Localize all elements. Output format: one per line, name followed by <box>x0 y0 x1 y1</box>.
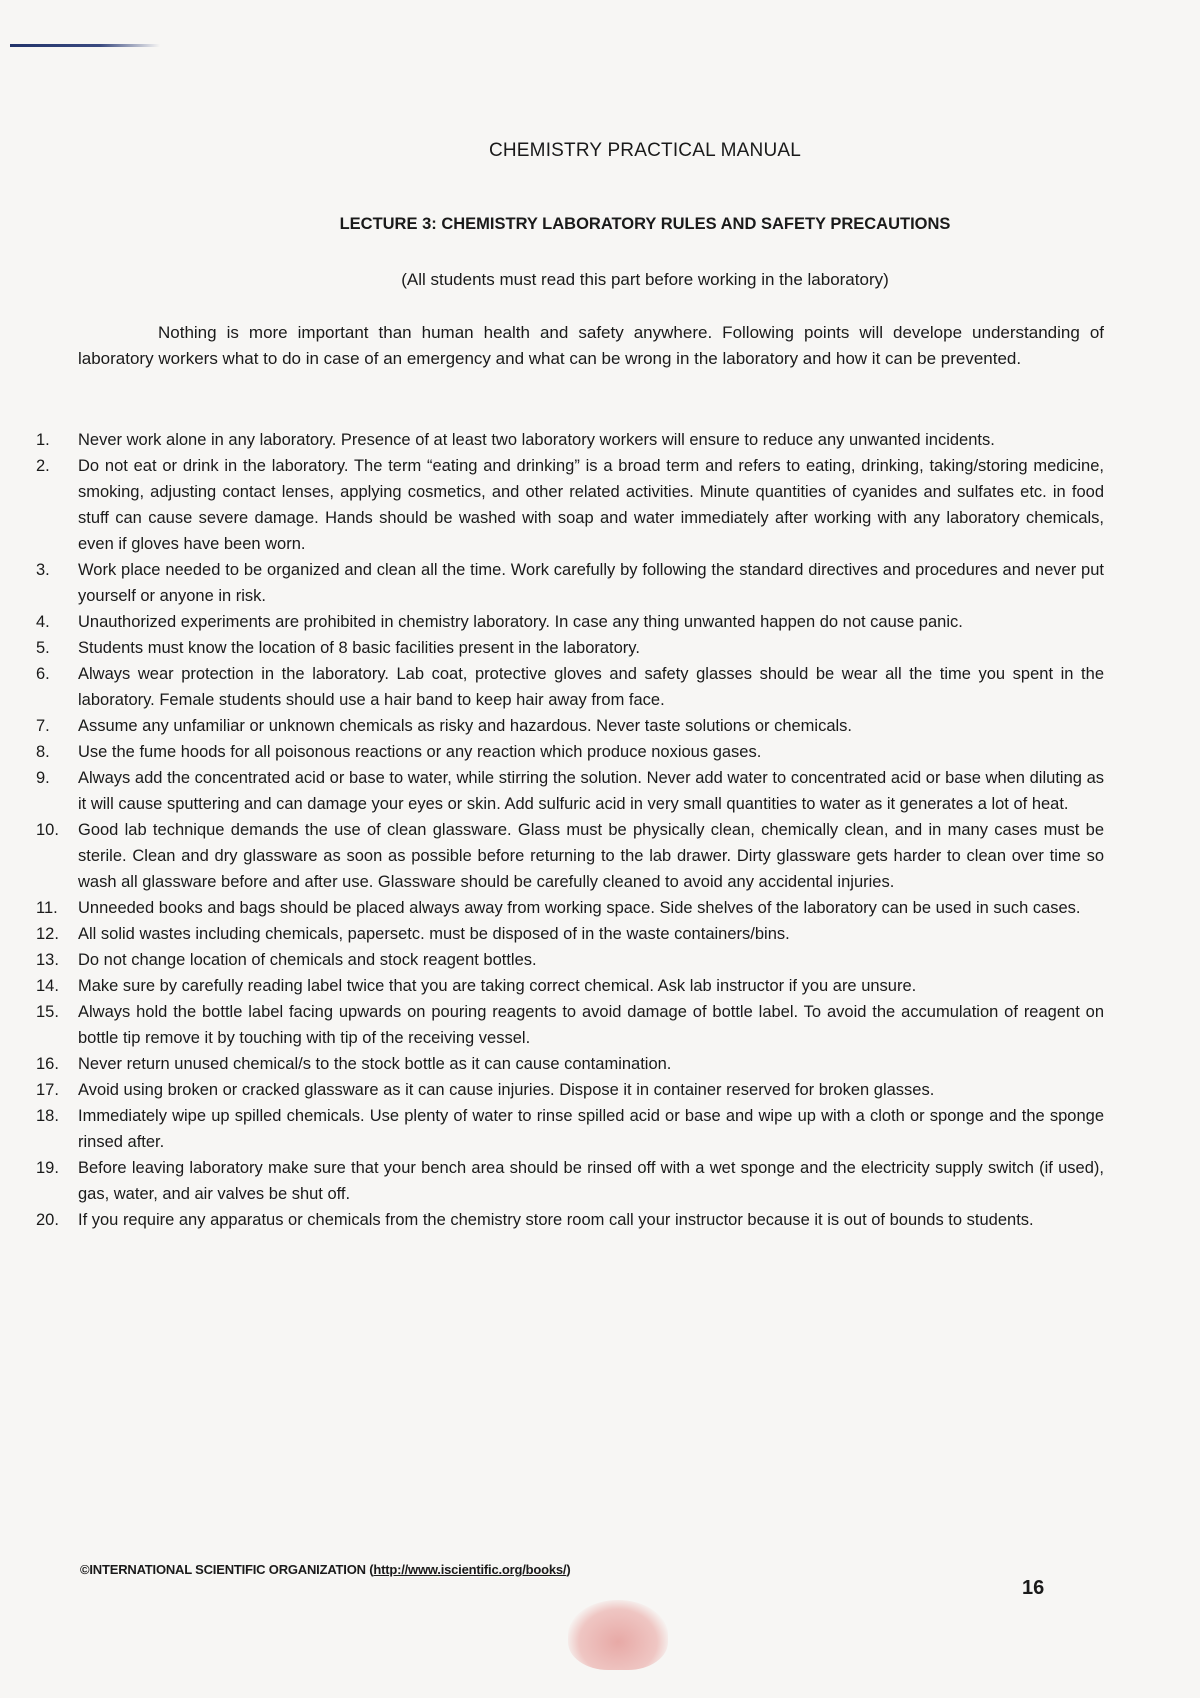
rule-number: 8. <box>36 743 50 761</box>
page-number: 16 <box>1022 1577 1045 1599</box>
rule-item <box>36 713 1104 739</box>
footer <box>80 1562 570 1577</box>
rule-number: 16. <box>36 1055 59 1073</box>
rule-item <box>36 635 1104 661</box>
rule-item <box>36 609 1104 635</box>
rule-number: 14. <box>36 977 59 995</box>
rule-text: Students must know the location of 8 basic facilities present in the laboratory. <box>78 639 640 657</box>
reading-note: (All students must read this part before working in the laboratory) <box>401 270 889 289</box>
manual-title: CHEMISTRY PRACTICAL MANUAL <box>488 140 802 161</box>
rule-number: 18. <box>36 1107 59 1125</box>
rule-number: 10. <box>36 821 59 839</box>
rule-number: 15. <box>36 1003 59 1021</box>
rule-text: Unneeded books and bags should be placed always away from working space. Side shelves of the laboratory can be used in such cases. <box>78 899 1081 917</box>
rule-number: 11. <box>36 899 58 917</box>
rule-text: Assume any unfamiliar or unknown chemicals as risky and hazardous. Never taste solutions or chemicals. <box>78 717 853 735</box>
rule-text: Use the fume hoods for all poisonous reactions or any reaction which produce noxious gases. <box>78 743 762 761</box>
rule-text: Do not change location of chemicals and stock reagent bottles. <box>78 951 537 969</box>
rule-item <box>36 557 1104 609</box>
footer-close: ) <box>566 1562 571 1577</box>
rule-text: All solid wastes including chemicals, papersetc. must be disposed of in the waste containers/bins. <box>78 925 790 943</box>
rule-number: 7. <box>36 717 50 735</box>
rule-text: Avoid using broken or cracked glassware as it can cause injuries. Dispose it in container reserved for broken glasses. <box>78 1081 935 1099</box>
rule-item <box>36 895 1104 921</box>
rule-number: 20. <box>36 1211 59 1229</box>
rule-item <box>36 739 1104 765</box>
rule-item <box>36 973 1104 999</box>
rule-item <box>36 661 1104 713</box>
scan-artifact <box>10 44 160 47</box>
rule-item <box>36 1207 1104 1233</box>
rule-text: Never return unused chemical/s to the stock bottle as it can cause contamination. <box>78 1055 672 1073</box>
rule-number: 12. <box>36 925 59 943</box>
rule-text: Before leaving laboratory make sure that your bench area should be rinsed off with a wet sponge and the electricity supply switch (if used), gas, water, and air valves be shut off. <box>78 1159 1104 1203</box>
scan-thumb-artifact <box>568 1600 668 1670</box>
rule-number: 9. <box>36 769 50 787</box>
rule-item <box>36 1103 1104 1155</box>
rule-text: Never work alone in any laboratory. Presence of at least two laboratory workers will ensure to reduce any unwanted incidents. <box>78 431 995 449</box>
rule-text: Work place needed to be organized and clean all the time. Work carefully by following the standard directives and procedures and never put yourself or anyone in risk. <box>78 561 1104 605</box>
intro-paragraph: Nothing is more important than human health and safety anywhere. Following points will develope understanding of laboratory workers what to do in case of an emergency and what can be wrong in the laboratory and how it can be prevented. <box>78 323 1104 368</box>
rule-text: Immediately wipe up spilled chemicals. Use plenty of water to rinse spilled acid or base and wipe up with a cloth or sponge and the sponge rinsed after. <box>78 1107 1104 1151</box>
rule-number: 1. <box>36 431 50 449</box>
rule-item <box>36 817 1104 895</box>
rule-number: 17. <box>36 1081 59 1099</box>
lecture-title: LECTURE 3: CHEMISTRY LABORATORY RULES AND SAFETY PRECAUTIONS <box>339 215 951 233</box>
rule-item <box>36 765 1104 817</box>
rule-item <box>36 1051 1104 1077</box>
rule-text: Do not eat or drink in the laboratory. The term “eating and drinking” is a broad term and refers to eating, drinking, taking/storing medicine, smoking, adjusting contact lenses, applying cosmetics, and other related activities. Minute quantities of cyanides and sulfates etc. in food stuff can cause severe damage. Hands should be washed with soap and water immediately after working with any laboratory chemicals, even if gloves have been worn. <box>78 457 1104 553</box>
rule-text: Good lab technique demands the use of clean glassware. Glass must be physically clean, chemically clean, and in many cases must be sterile. Clean and dry glassware as soon as possible before returning to the lab drawer. Dirty glassware gets harder to clean over time so wash all glassware before and after use. Glassware should be carefully cleaned to avoid any accidental injuries. <box>78 821 1104 891</box>
rule-text: Always add the concentrated acid or base to water, while stirring the solution. Never add water to concentrated acid or base when diluting as it will cause sputtering and can damage your eyes or skin. Add sulfuric acid in very small quantities to water as it generates a lot of heat. <box>78 769 1104 813</box>
rule-number: 3. <box>36 561 50 579</box>
rule-text: If you require any apparatus or chemicals from the chemistry store room call your instructor because it is out of bounds to students. <box>78 1211 1034 1229</box>
rule-item <box>36 1155 1104 1207</box>
rule-number: 4. <box>36 613 50 631</box>
rule-number: 5. <box>36 639 50 657</box>
rule-number: 2. <box>36 457 50 475</box>
rule-text: Unauthorized experiments are prohibited in chemistry laboratory. In case any thing unwanted happen do not cause panic. <box>78 613 963 631</box>
footer-org: ©INTERNATIONAL SCIENTIFIC ORGANIZATION ( <box>80 1562 374 1577</box>
rule-item <box>36 999 1104 1051</box>
rule-text: Always hold the bottle label facing upwards on pouring reagents to avoid damage of bottle label. To avoid the accumulation of reagent on bottle tip remove it by touching with tip of the receiving vessel. <box>78 1003 1104 1047</box>
rule-text: Always wear protection in the laboratory. Lab coat, protective gloves and safety glasses should be wear all the time you spent in the laboratory. Female students should use a hair band to keep hair away from face. <box>78 665 1104 709</box>
rule-text: Make sure by carefully reading label twice that you are taking correct chemical. Ask lab instructor if you are unsure. <box>78 977 917 995</box>
rules-list <box>36 427 1104 1233</box>
rule-number: 13. <box>36 951 59 969</box>
footer-link[interactable]: http://www.iscientific.org/books/ <box>373 1562 567 1577</box>
rule-number: 19. <box>36 1159 59 1177</box>
rule-item <box>36 427 1104 453</box>
rule-item <box>36 921 1104 947</box>
rule-item <box>36 1077 1104 1103</box>
rule-item <box>36 453 1104 557</box>
rule-number: 6. <box>36 665 50 683</box>
rule-item <box>36 947 1104 973</box>
